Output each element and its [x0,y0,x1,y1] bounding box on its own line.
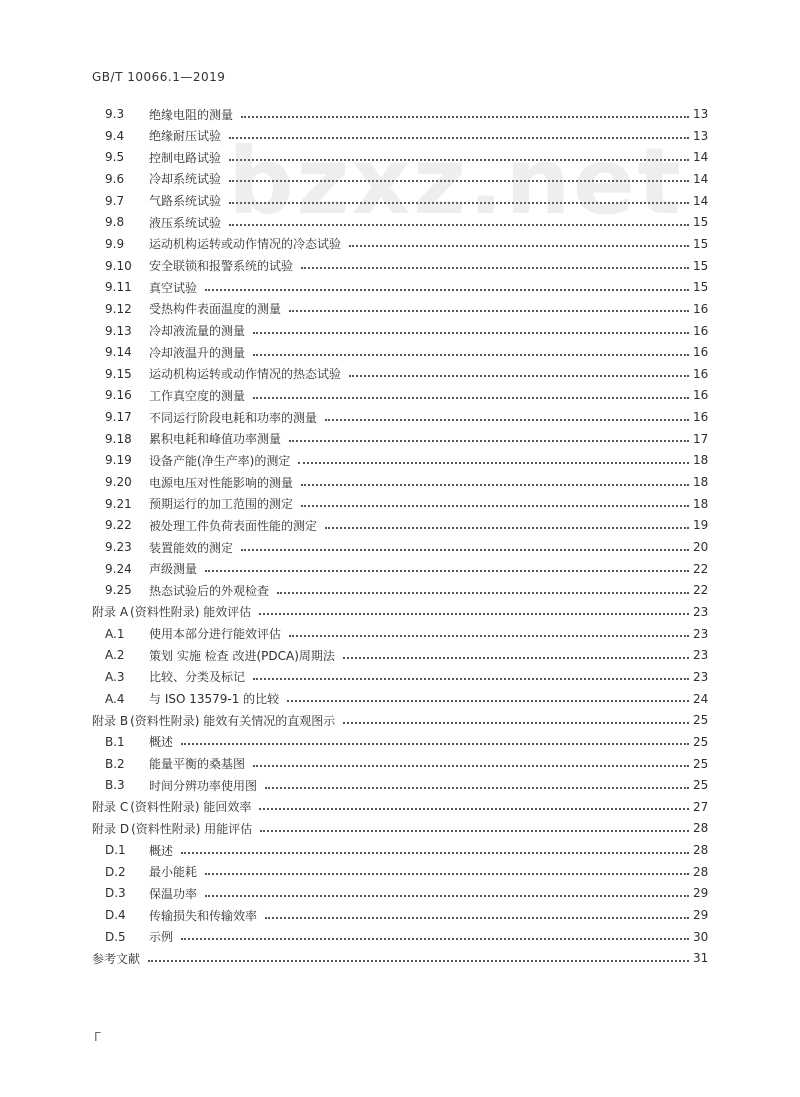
toc-entry-title: 电源电压对性能影响的测量 [149,475,294,490]
toc-entry-number: 9.11 [105,280,132,295]
toc-entry-number: A.4 [105,691,125,706]
toc-entry-title: 工作真空度的测量 [149,388,246,403]
toc-dot-leader [241,548,689,551]
toc-entry-title: 液压系统试验 [149,215,222,230]
toc-entry-title: 受热构件表面温度的测量 [149,302,282,317]
toc-entry-title: 设备产能(净生产率)的测定 [149,453,291,468]
toc-entry-page: 16 [693,366,709,381]
toc-entry-page: 22 [693,583,709,598]
toc-entry-number: 9.5 [105,150,125,165]
toc-dot-leader [289,309,689,312]
toc-dot-leader [325,526,689,529]
toc-dot-leader [205,872,689,875]
toc-entry-number: 9.8 [105,215,125,230]
toc-entry-page: 19 [693,518,709,533]
toc-entry-page: 16 [693,388,709,403]
toc-entry-page: 30 [693,929,709,944]
toc-dot-leader [181,851,689,854]
standard-code-header: GB/T 10066.1—2019 [92,70,226,84]
toc-dot-leader [349,374,689,377]
toc-entry[interactable] [105,168,707,190]
toc-dot-leader [181,742,689,745]
toc-entry[interactable] [105,406,707,428]
toc-entry-title: 冷却液温升的测量 [149,345,246,360]
toc-entry-number: 9.17 [105,410,132,425]
toc-entry[interactable] [105,320,707,342]
toc-entry-page: 24 [693,691,709,706]
toc-entry[interactable] [105,341,707,363]
toc-entry-page: 16 [693,410,709,425]
toc-dot-leader [289,634,689,637]
toc-entry-page: 15 [693,280,709,295]
toc-entry-page: 14 [693,193,709,208]
toc-entry-number: 9.22 [105,518,132,533]
toc-entry[interactable] [105,861,707,883]
toc-dot-leader [325,418,689,421]
toc-entry-page: 18 [693,453,709,468]
toc-entry-title: 概述 [149,843,174,858]
toc-entry-page: 14 [693,150,709,165]
toc-entry-title: 真空试验 [149,280,198,295]
toc-entry-title: 示例 [149,930,174,945]
toc-entry-page: 14 [693,171,709,186]
toc-entry[interactable] [92,817,707,839]
toc-entry-number: 9.23 [105,540,132,554]
toc-dot-leader [301,266,689,269]
toc-entry-page: 25 [693,756,709,771]
toc-dot-leader [265,786,689,789]
toc-dot-leader [301,483,689,486]
toc-entry-title: 比较、分类及标记 [149,670,246,685]
toc-entry-page: 25 [693,713,709,728]
toc-entry-page: 18 [693,496,709,511]
toc-entry[interactable] [105,644,707,666]
toc-dot-leader [253,396,689,399]
toc-entry[interactable] [105,536,707,558]
toc-entry-number: 9.10 [105,258,132,273]
toc-dot-leader [343,656,689,659]
toc-dot-leader [253,764,689,767]
toc-dot-leader [148,959,689,962]
toc-entry[interactable] [105,731,707,753]
toc-entry-title: 声级测量 [149,562,198,577]
toc-entry-title: 运动机构运转或动作情况的冷态试验 [149,237,342,252]
toc-entry-page: 23 [693,669,709,684]
toc-entry[interactable] [105,233,707,255]
toc-entry-page: 23 [693,626,709,641]
toc-dot-leader [260,829,689,832]
toc-entry-title: 绝缘电阻的测量 [149,107,234,122]
toc-entry-title: 时间分辨功率使用图 [149,778,258,793]
page-footer-mark: Γ [94,1030,101,1044]
toc-entry-title: (资料性附录) 用能评估 [131,821,253,836]
toc-entry[interactable] [105,753,707,775]
toc-entry[interactable] [105,904,707,926]
toc-entry-number: 9.21 [105,496,132,511]
toc-entry-number: 9.25 [105,583,132,598]
toc-entry-page: 18 [693,475,709,490]
toc-entry[interactable] [105,190,707,212]
toc-entry-title: 最小能耗 [149,865,198,880]
toc-entry-page: 16 [693,345,709,360]
toc-entry-number: 9.9 [105,236,125,251]
toc-entry[interactable] [105,471,707,493]
toc-dot-leader [298,461,689,464]
toc-entry-title: 策划 实施 检查 改进(PDCA)周期法 [149,648,335,663]
toc-dot-leader [229,201,689,204]
toc-entry[interactable] [105,276,707,298]
toc-entry-title: 绝缘耐压试验 [149,129,222,144]
toc-entry-number: 附录 B [92,713,129,728]
toc-entry[interactable] [105,146,707,168]
toc-entry-page: 20 [693,540,709,554]
toc-entry-title: 装置能效的测定 [149,540,234,555]
toc-entry[interactable] [105,774,707,796]
toc-entry[interactable] [105,125,707,147]
toc-dot-leader [205,894,689,897]
toc-entry-page: 28 [693,864,709,879]
toc-entry[interactable] [105,514,707,536]
toc-entry-number: 9.18 [105,431,132,446]
toc-dot-leader [289,439,689,442]
toc-dot-leader [301,504,689,507]
toc-entry-number: 9.20 [105,475,132,490]
toc-entry-number: A.2 [105,648,125,663]
toc-entry[interactable] [92,709,707,731]
toc-entry-number: 附录 A [92,605,129,620]
toc-dot-leader [229,136,689,139]
toc-dot-leader [229,223,689,226]
toc-entry-number: D.4 [105,908,126,923]
toc-entry[interactable] [105,558,707,580]
toc-dot-leader [181,937,689,940]
toc-dot-leader [287,699,689,702]
toc-entry[interactable] [105,298,707,320]
toc-entry-title: 与 ISO 13579-1 的比较 [149,692,280,707]
toc-entry-title: 不同运行阶段电耗和功率的测量 [149,410,318,425]
toc-entry-page: 25 [693,734,709,749]
toc-entry-page: 15 [693,215,709,230]
toc-entry-number: D.5 [105,929,126,944]
toc-entry-title: 安全联锁和报警系统的试验 [149,259,294,274]
toc-entry-number: D.3 [105,886,126,901]
toc-entry-title: 参考文献 [92,951,141,966]
toc-dot-leader [253,353,689,356]
toc-entry-title: (资料性附录) 能效评估 [130,605,252,620]
toc-dot-leader [241,115,689,118]
toc-entry[interactable] [105,579,707,601]
toc-dot-leader [259,807,689,810]
toc-dot-leader [259,612,689,615]
toc-entry-title: 预期运行的加工范围的测定 [149,497,294,512]
toc-entry[interactable] [92,601,707,623]
toc-entry-number: 9.7 [105,193,125,208]
toc-entry-page: 31 [693,951,709,966]
toc-dot-leader [205,288,689,291]
toc-entry-number: B.3 [105,778,125,793]
toc-entry-number: 9.12 [105,301,132,316]
toc-entry[interactable] [105,428,707,450]
toc-dot-leader [205,569,689,572]
toc-entry-title: 被处理工件负荷表面性能的测定 [149,518,318,533]
toc-entry[interactable] [105,211,707,233]
toc-entry[interactable] [92,947,707,969]
toc-entry[interactable] [105,103,707,125]
toc-entry-number: 9.19 [105,453,132,468]
toc-entry[interactable] [105,255,707,277]
toc-entry-title: 概述 [149,735,174,750]
toc-entry-page: 15 [693,258,709,273]
toc-entry-title: 保温功率 [149,886,198,901]
toc-entry-page: 15 [693,236,709,251]
toc-entry[interactable] [105,384,707,406]
toc-entry[interactable] [92,796,707,818]
toc-entry-number: 9.14 [105,345,132,360]
toc-entry-number: 9.16 [105,388,132,403]
toc-dot-leader [229,158,689,161]
toc-entry[interactable] [105,449,707,471]
toc-entry-page: 28 [693,843,709,858]
toc-entry-title: (资料性附录) 能回效率 [130,800,252,815]
toc-entry-page: 13 [693,107,709,121]
toc-entry-title: 冷却液流量的测量 [149,324,246,338]
toc-entry-page: 29 [693,908,709,923]
toc-dot-leader [277,591,689,594]
toc-entry-number: 附录 C [92,800,129,815]
toc-entry-title: (资料性附录) 能效有关情况的直观图示 [130,713,336,728]
toc-entry-number: B.1 [105,734,125,749]
toc-entry-page: 23 [693,604,709,619]
toc-entry-page: 25 [693,778,709,793]
toc-entry-title: 运动机构运转或动作情况的热态试验 [149,367,342,382]
toc-entry-page: 17 [693,431,709,446]
watermark: bzxz.net [228,128,684,235]
toc-entry-page: 29 [693,886,709,901]
toc-entry-number: 9.24 [105,561,132,576]
toc-entry-page: 22 [693,561,709,576]
toc-entry-page: 23 [693,648,709,663]
toc-entry-title: 控制电路试验 [149,150,222,165]
toc-entry-number: 9.3 [105,107,125,121]
toc-entry-title: 冷却系统试验 [149,172,222,187]
toc-dot-leader [229,179,689,182]
toc-entry-number: B.2 [105,756,125,771]
toc-dot-leader [253,331,689,334]
toc-entry-number: 附录 D [92,821,130,836]
toc-entry[interactable] [105,882,707,904]
toc-entry-page: 13 [693,128,709,143]
toc-entry-title: 使用本部分进行能效评估 [149,627,282,642]
toc-entry[interactable] [105,493,707,515]
toc-dot-leader [343,721,689,724]
toc-entry-title: 传输损失和传输效率 [149,908,258,923]
toc-entry-number: D.2 [105,864,126,879]
toc-entry-page: 27 [693,799,709,814]
toc-entry-number: 9.13 [105,323,132,338]
toc-entry[interactable] [105,839,707,861]
toc-entry[interactable] [105,666,707,688]
toc-entry-number: D.1 [105,843,126,858]
toc-dot-leader [349,244,689,247]
toc-dot-leader [253,677,689,680]
toc-entry-title: 能量平衡的桑基图 [149,757,246,771]
toc-entry-title: 累积电耗和峰值功率测量 [149,432,282,447]
toc-entry-page: 16 [693,323,709,338]
toc-entry[interactable] [105,623,707,645]
toc-dot-leader [265,916,689,919]
toc-entry[interactable] [105,363,707,385]
toc-entry-number: A.3 [105,669,125,684]
toc-entry-number: 9.6 [105,171,125,186]
toc-entry-title: 热态试验后的外观检查 [149,583,270,598]
toc-entry[interactable] [105,688,707,710]
toc-entry-number: 9.15 [105,366,132,381]
toc-entry-page: 16 [693,301,709,316]
toc-entry-number: 9.4 [105,128,125,143]
toc-entry-title: 气路系统试验 [149,194,222,209]
toc-entry[interactable] [105,926,707,948]
toc-entry-number: A.1 [105,626,125,641]
toc-entry-page: 28 [693,821,709,836]
